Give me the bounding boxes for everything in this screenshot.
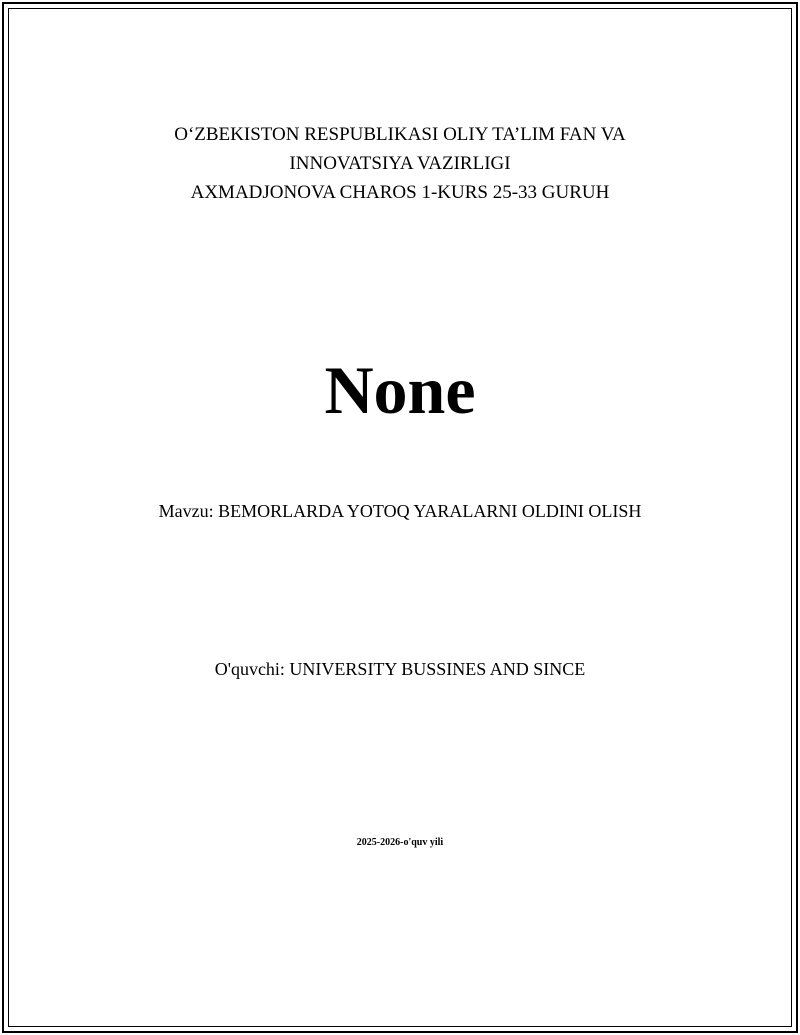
header-line-1: O‘ZBEKISTON RESPUBLIKASI OLIY TA’LIM FAN VA: [174, 124, 626, 145]
header-line-2: INNOVATSIYA VAZIRLIGI: [289, 153, 511, 174]
document-title: None: [324, 352, 476, 428]
student-line: O'quvchi: UNIVERSITY BUSSINES AND SINCE: [214, 659, 586, 679]
ministry-header: [0, 120, 800, 207]
header-line-3: AXMADJONOVA CHAROS 1-KURS 25-33 GURUH: [190, 182, 610, 203]
topic-line: Mavzu: BEMORLARDA YOTOQ YARALARNI OLDINI OLISH: [158, 501, 642, 521]
academic-year: 2025-2026-o'quv yili: [356, 837, 444, 848]
